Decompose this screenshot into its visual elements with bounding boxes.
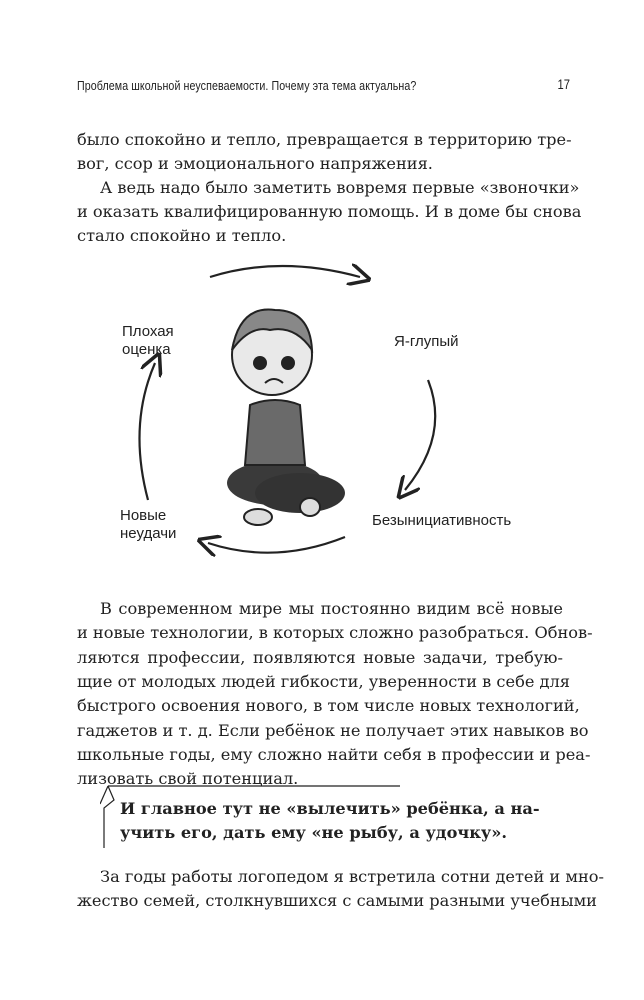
text-line: жество семей, столкнувшихся с самыми разными учебными bbox=[77, 891, 597, 910]
text-line: вог, ссор и эмоционального напряжения. bbox=[77, 154, 433, 173]
text-line: было спокойно и тепло, превращается в территорию тре- bbox=[77, 130, 572, 149]
text-line: стало спокойно и тепло. bbox=[77, 226, 287, 245]
page-number: 17 bbox=[557, 76, 571, 92]
arrow-right bbox=[405, 380, 435, 490]
label-new-failures: Новые неудачи bbox=[120, 507, 177, 542]
arrow-top bbox=[210, 266, 360, 277]
label-i-am-stupid: Я-глупый bbox=[394, 333, 459, 350]
cycle-diagram bbox=[100, 255, 560, 585]
text-line: ляются профессии, появляются новые задачи, требую- bbox=[77, 648, 563, 667]
callout-line: И главное тут не «вылечить» ребёнка, а на- bbox=[120, 799, 540, 818]
text-line: школьные годы, ему сложно найти себя в профессии и реа- bbox=[77, 745, 591, 764]
text-line: и оказать квалифицированную помощь. И в доме бы снова bbox=[77, 202, 582, 221]
label-no-initiative: Безынициативность bbox=[372, 512, 512, 529]
text-line: А ведь надо было заметить вовремя первые «звоночки» bbox=[100, 178, 580, 197]
text-line: и новые технологии, в которых сложно разобраться. Обнов- bbox=[77, 623, 593, 642]
arrow-left bbox=[139, 363, 155, 500]
text-line: щие от молодых людей гибкости, уверенности в себе для bbox=[77, 672, 571, 691]
text-line: быстрого освоения нового, в том числе новых технологий, bbox=[77, 696, 580, 715]
label-bad-grade: Плохая оценка bbox=[122, 323, 174, 358]
sad-boy-icon bbox=[227, 310, 345, 526]
callout-line: учить его, дать ему «не рыбу, а удочку». bbox=[120, 823, 508, 842]
running-header: Проблема школьной неуспеваемости. Почему эта тема актуальна? bbox=[77, 78, 417, 93]
text-line: За годы работы логопедом я встретила сотни детей и мно- bbox=[100, 867, 604, 886]
text-line: лизовать свой потенциал. bbox=[77, 769, 299, 788]
text-line: В современном мире мы постоянно видим всё новые bbox=[100, 599, 563, 618]
text-line: гаджетов и т. д. Если ребёнок не получает этих навыков во bbox=[77, 721, 589, 740]
arrow-bottom bbox=[208, 537, 345, 553]
